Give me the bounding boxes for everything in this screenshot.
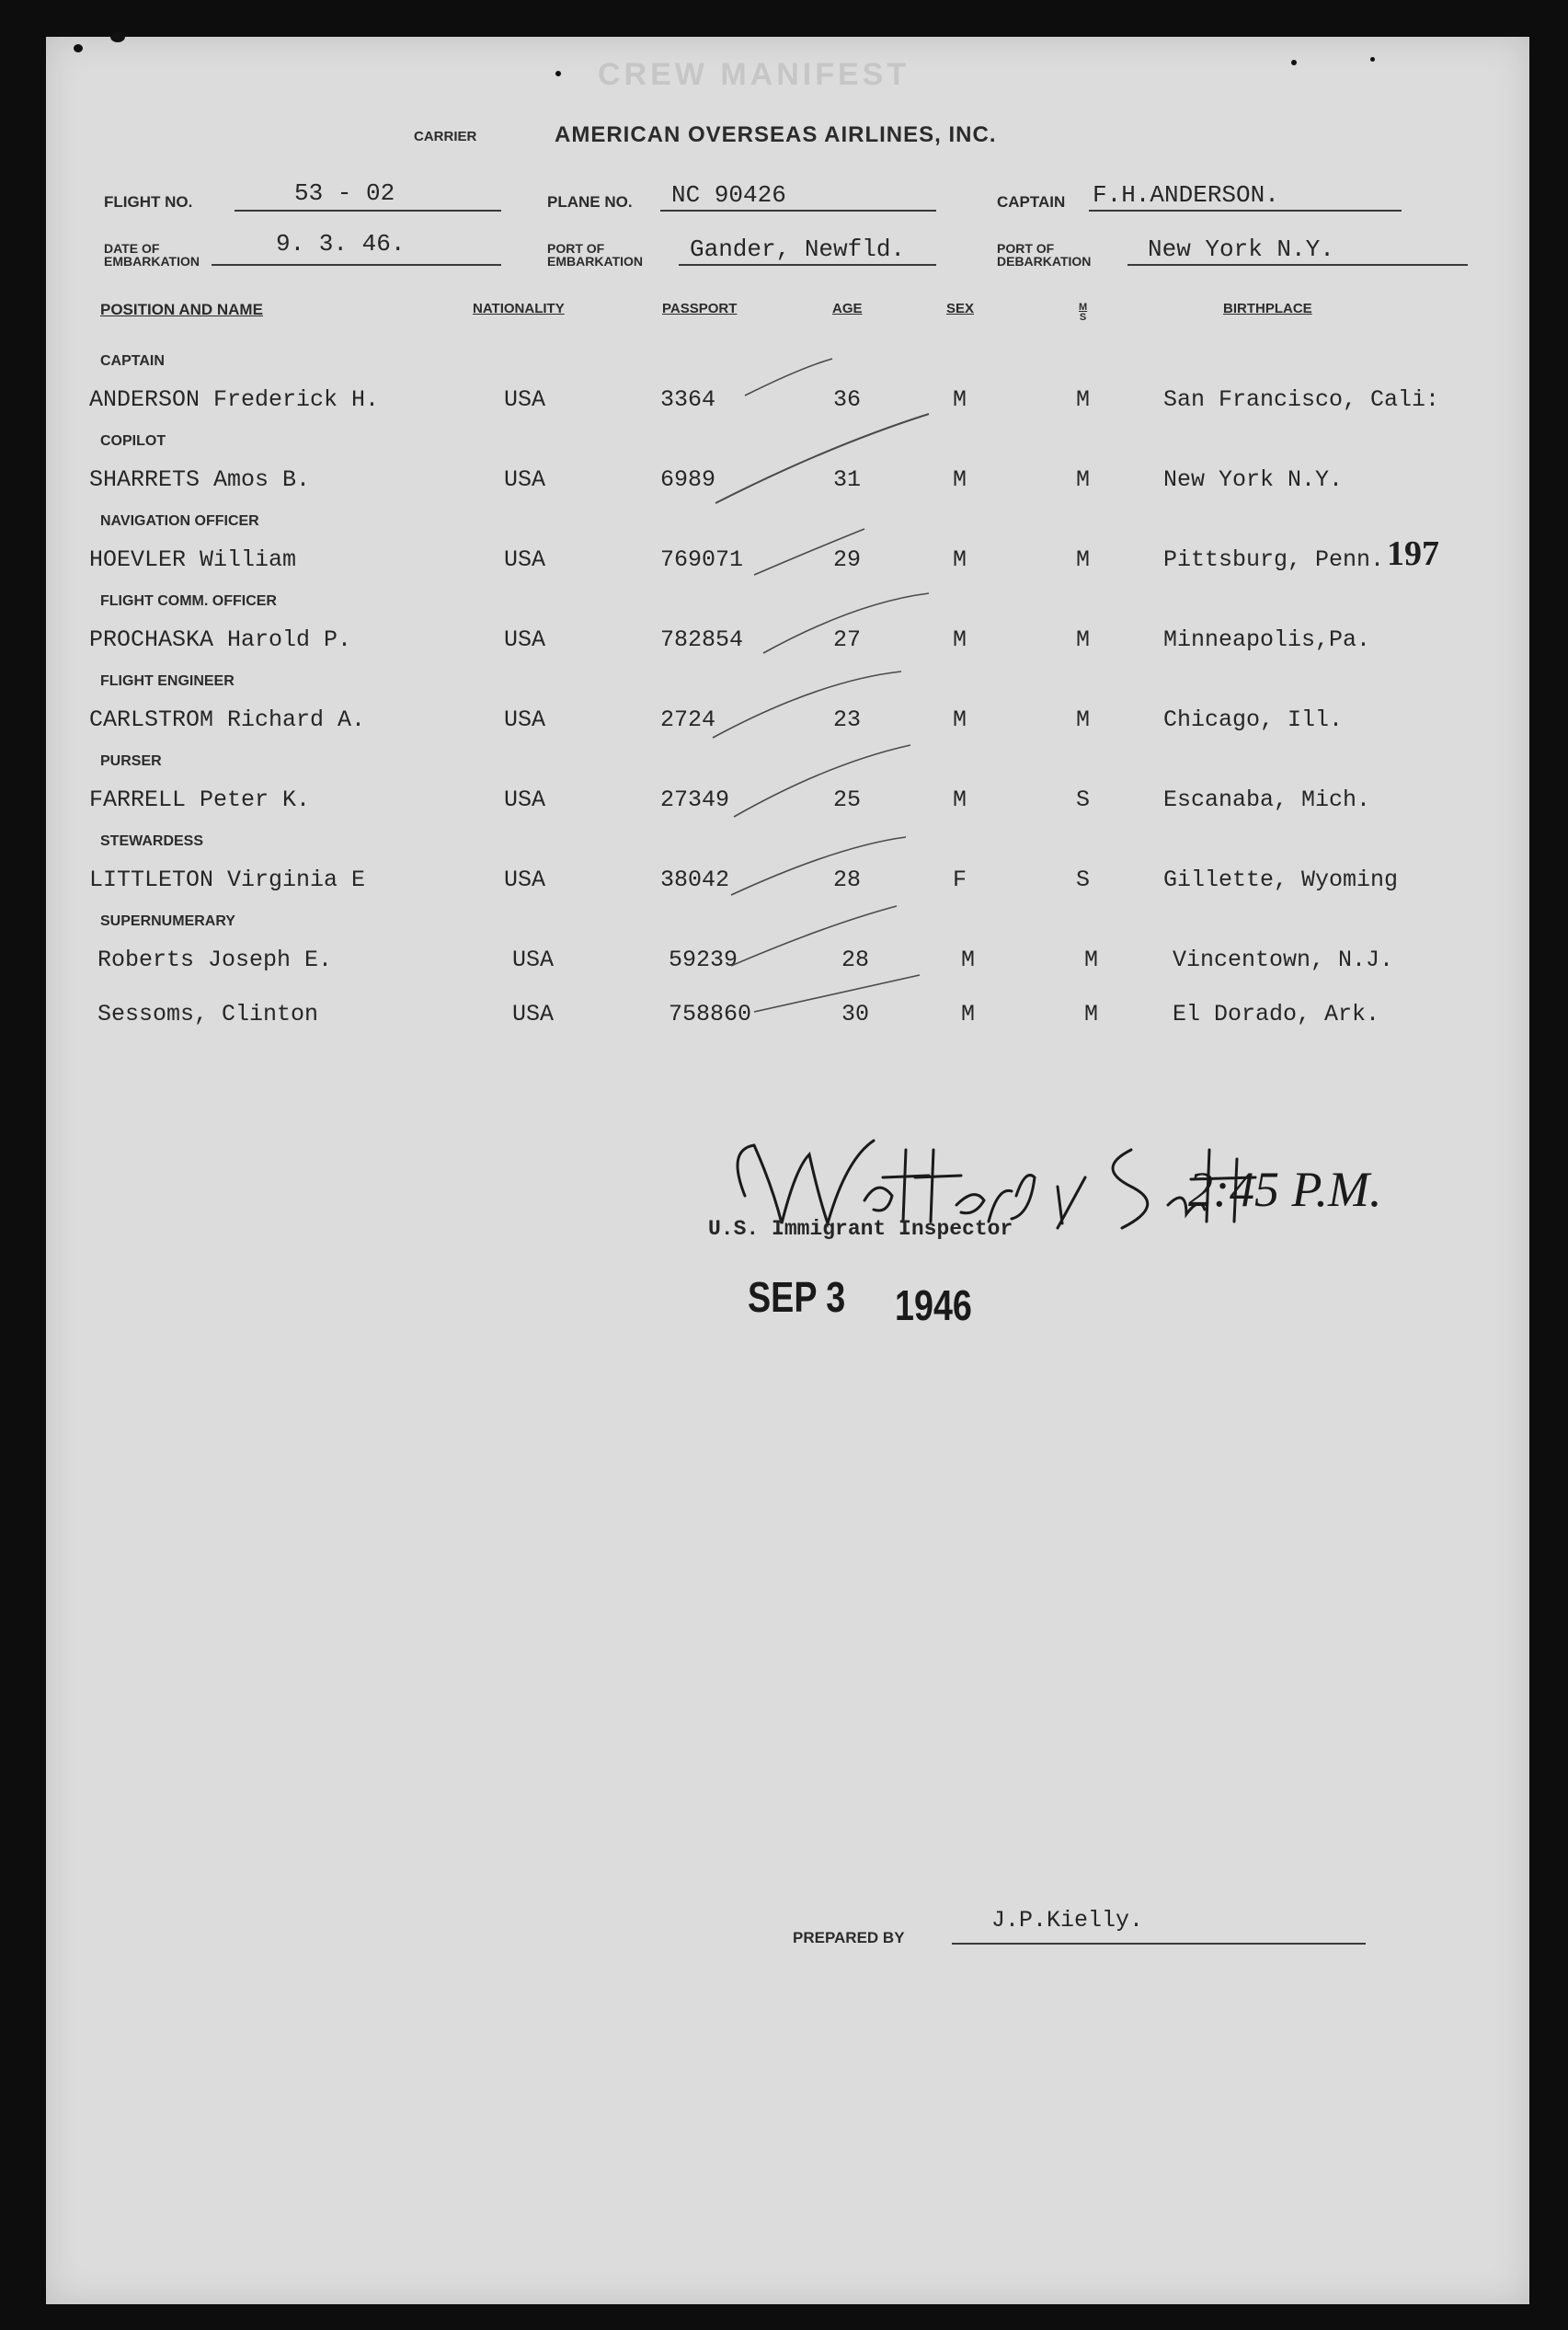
crew-nationality: USA bbox=[504, 626, 546, 653]
signature-time: 2:45 P.M. bbox=[1188, 1162, 1382, 1217]
position-title: CAPTAIN bbox=[100, 353, 165, 369]
crew-age: 29 bbox=[833, 546, 862, 573]
supernumerary-marital-status: M bbox=[1084, 947, 1099, 973]
crew-passport: 782854 bbox=[660, 626, 744, 653]
date-label-line2: EMBARKATION bbox=[104, 254, 200, 269]
crew-sex: M bbox=[953, 786, 967, 813]
carrier-label: CARRIER bbox=[414, 129, 477, 144]
inspector-title: U.S. Immigrant Inspector bbox=[708, 1217, 1013, 1241]
stamp-month-day: SEP 3 bbox=[748, 1273, 846, 1321]
crew-marital-status: M bbox=[1076, 546, 1091, 573]
plane-label: PLANE NO. bbox=[547, 193, 633, 211]
crew-name: LITTLETON Virginia E bbox=[89, 867, 366, 893]
supernumerary-birthplace: El Dorado, Ark. bbox=[1173, 1001, 1380, 1027]
carrier-name: AMERICAN OVERSEAS AIRLINES, INC. bbox=[555, 122, 997, 147]
crew-passport: 3364 bbox=[660, 386, 716, 413]
crew-name: FARRELL Peter K. bbox=[89, 786, 311, 813]
manifest-page bbox=[46, 37, 1529, 2304]
crew-marital-status: M bbox=[1076, 466, 1091, 493]
crew-marital-status: M bbox=[1076, 626, 1091, 653]
captain-label: CAPTAIN bbox=[997, 193, 1066, 211]
supernumerary-passport: 59239 bbox=[669, 947, 738, 973]
supernumerary-name: Sessoms, Clinton bbox=[97, 1001, 319, 1027]
check-mark bbox=[715, 414, 929, 503]
supernumerary-age: 30 bbox=[841, 1001, 870, 1027]
crew-nationality: USA bbox=[504, 466, 546, 493]
col-header-passport: PASSPORT bbox=[662, 301, 738, 316]
crew-age: 28 bbox=[833, 867, 862, 893]
crew-passport: 2724 bbox=[660, 706, 716, 733]
crew-sex: M bbox=[953, 626, 967, 653]
col-header-birthplace: BIRTHPLACE bbox=[1223, 301, 1312, 316]
form-title: CREW MANIFEST bbox=[598, 57, 910, 92]
crew-age: 31 bbox=[833, 466, 862, 493]
port-deb-label-line2: DEBARKATION bbox=[997, 254, 1092, 269]
crew-marital-status: S bbox=[1076, 786, 1091, 813]
crew-passport: 38042 bbox=[660, 867, 730, 893]
crew-sex: M bbox=[953, 466, 967, 493]
crew-birthplace: Pittsburg, Penn. bbox=[1163, 546, 1385, 573]
crew-name: ANDERSON Frederick H. bbox=[89, 386, 380, 413]
check-mark bbox=[731, 906, 897, 966]
position-title: NAVIGATION OFFICER bbox=[100, 513, 259, 529]
crew-passport: 27349 bbox=[660, 786, 730, 813]
position-title: FLIGHT COMM. OFFICER bbox=[100, 593, 277, 609]
supernumerary-birthplace: Vincentown, N.J. bbox=[1173, 947, 1394, 973]
port-debarkation: New York N.Y. bbox=[1148, 235, 1334, 263]
supernumerary-passport: 758860 bbox=[669, 1001, 752, 1027]
crew-nationality: USA bbox=[504, 786, 546, 813]
check-mark bbox=[731, 837, 906, 895]
position-title: COPILOT bbox=[100, 433, 166, 449]
position-title: STEWARDESS bbox=[100, 833, 204, 849]
stamp-year: 1946 bbox=[895, 1281, 972, 1329]
page-number: 197 bbox=[1387, 534, 1439, 573]
crew-name: CARLSTROM Richard A. bbox=[89, 706, 366, 733]
crew-birthplace: San Francisco, Cali: bbox=[1163, 386, 1440, 413]
col-header-age: AGE bbox=[832, 301, 863, 316]
crew-marital-status: S bbox=[1076, 867, 1091, 893]
crew-sex: M bbox=[953, 706, 967, 733]
crew-birthplace: Chicago, Ill. bbox=[1163, 706, 1344, 733]
col-header-ms-line2: S bbox=[1079, 312, 1087, 323]
crew-nationality: USA bbox=[504, 706, 546, 733]
check-mark bbox=[763, 593, 929, 653]
position-title: PURSER bbox=[100, 753, 162, 769]
pencil-check-marks bbox=[46, 37, 1529, 1141]
plane-number: NC 90426 bbox=[671, 181, 786, 209]
prepared-rule bbox=[952, 1943, 1366, 1945]
flight-label: FLIGHT NO. bbox=[104, 193, 193, 211]
crew-birthplace: Gillette, Wyoming bbox=[1163, 867, 1399, 893]
supernumerary-name: Roberts Joseph E. bbox=[97, 947, 333, 973]
col-header-ms-line1: M bbox=[1079, 302, 1088, 313]
supernumerary-label: SUPERNUMERARY bbox=[100, 913, 235, 929]
crew-nationality: USA bbox=[504, 546, 546, 573]
crew-marital-status: M bbox=[1076, 386, 1091, 413]
col-header-name: POSITION AND NAME bbox=[100, 301, 263, 318]
crew-birthplace: Minneapolis,Pa. bbox=[1163, 626, 1371, 653]
port-emb-label-line1: PORT OF bbox=[547, 241, 605, 256]
crew-sex: F bbox=[953, 867, 967, 893]
date-label-line1: DATE OF bbox=[104, 241, 160, 256]
supernumerary-sex: M bbox=[961, 1001, 976, 1027]
check-mark bbox=[754, 529, 864, 575]
supernumerary-nationality: USA bbox=[512, 947, 555, 973]
crew-age: 25 bbox=[833, 786, 862, 813]
supernumerary-marital-status: M bbox=[1084, 1001, 1099, 1027]
crew-name: PROCHASKA Harold P. bbox=[89, 626, 352, 653]
check-mark bbox=[745, 359, 832, 396]
port-embarkation: Gander, Newfld. bbox=[690, 235, 906, 263]
crew-name: SHARRETS Amos B. bbox=[89, 466, 311, 493]
crew-age: 27 bbox=[833, 626, 862, 653]
captain-name: F.H.ANDERSON. bbox=[1093, 181, 1279, 209]
prepared-label: PREPARED BY bbox=[793, 1929, 905, 1946]
crew-sex: M bbox=[953, 546, 967, 573]
port-emb-label-line2: EMBARKATION bbox=[547, 254, 643, 269]
port-deb-label-line1: PORT OF bbox=[997, 241, 1055, 256]
crew-nationality: USA bbox=[504, 386, 546, 413]
supernumerary-age: 28 bbox=[841, 947, 870, 973]
crew-name: HOEVLER William bbox=[89, 546, 297, 573]
crew-age: 23 bbox=[833, 706, 862, 733]
prepared-name: J.P.Kielly. bbox=[991, 1907, 1144, 1934]
check-mark bbox=[754, 975, 920, 1012]
crew-birthplace: New York N.Y. bbox=[1163, 466, 1344, 493]
crew-sex: M bbox=[953, 386, 967, 413]
flight-number: 53 - 02 bbox=[294, 179, 395, 207]
supernumerary-nationality: USA bbox=[512, 1001, 555, 1027]
col-header-sex: SEX bbox=[946, 301, 975, 316]
check-mark bbox=[713, 671, 901, 738]
position-title: FLIGHT ENGINEER bbox=[100, 673, 235, 689]
crew-birthplace: Escanaba, Mich. bbox=[1163, 786, 1371, 813]
check-mark bbox=[734, 745, 910, 817]
supernumerary-sex: M bbox=[961, 947, 976, 973]
crew-passport: 769071 bbox=[660, 546, 744, 573]
col-header-nationality: NATIONALITY bbox=[473, 301, 565, 316]
embarkation-date: 9. 3. 46. bbox=[276, 230, 406, 258]
crew-nationality: USA bbox=[504, 867, 546, 893]
crew-age: 36 bbox=[833, 386, 862, 413]
crew-marital-status: M bbox=[1076, 706, 1091, 733]
crew-passport: 6989 bbox=[660, 466, 716, 493]
